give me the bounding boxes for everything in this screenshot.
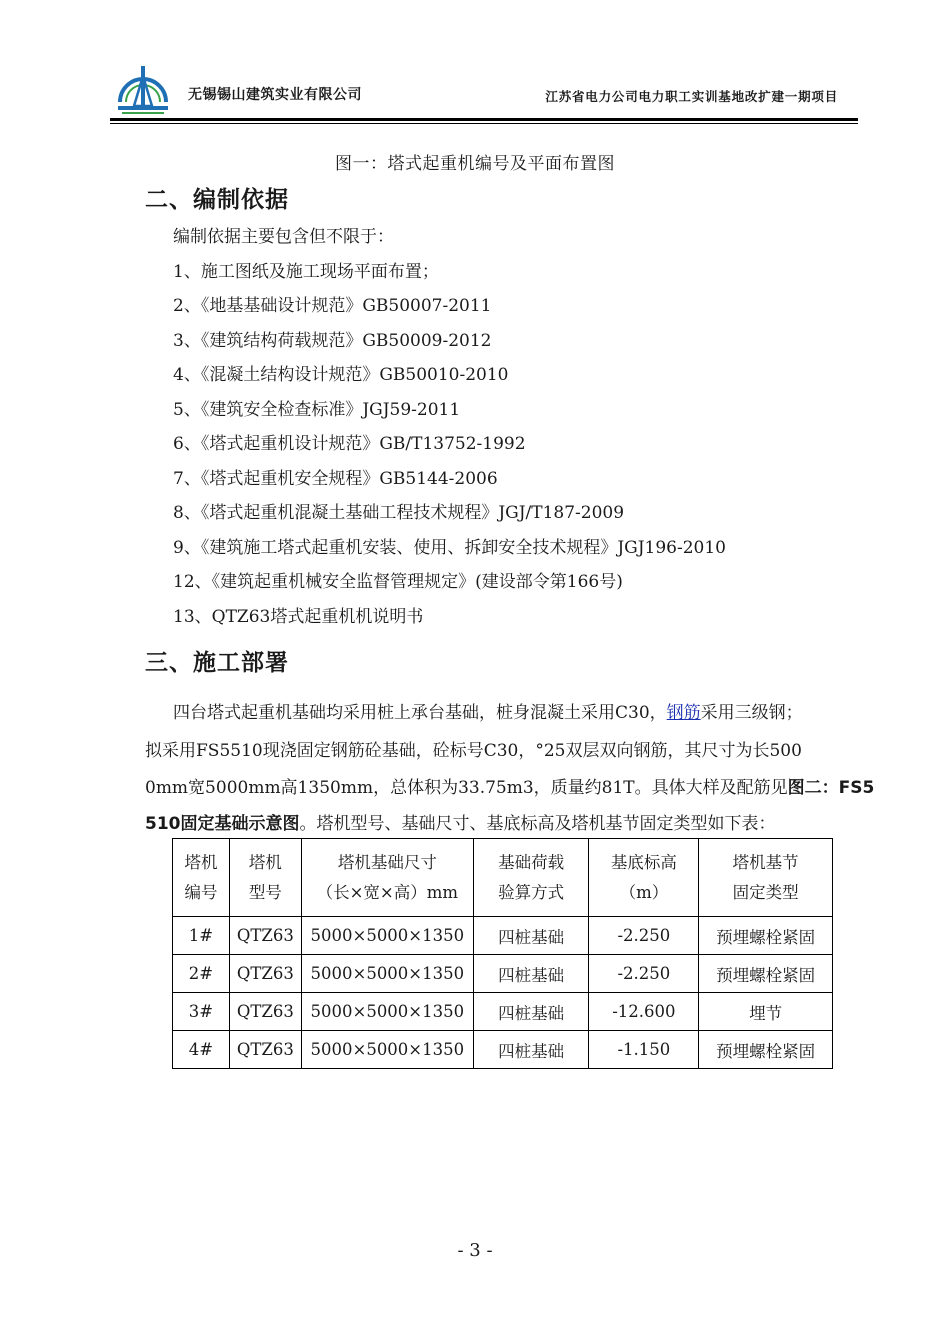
table-header-cell: 基础荷载 验算方式: [473, 839, 589, 917]
table-cell: 4#: [173, 1031, 230, 1069]
table-header-cell: 塔机 编号: [173, 839, 230, 917]
table-cell: 埋节: [699, 993, 833, 1031]
table-cell: 四桩基础: [473, 993, 589, 1031]
basis-item: 2、《地基基础设计规范》GB50007-2011: [173, 296, 492, 316]
basis-item: 8、《塔式起重机混凝土基础工程技术规程》JGJ/T187-2009: [173, 503, 625, 523]
paragraph-text: 四台塔式起重机基础均采用桩上承台基础，桩身混凝土采用C30，: [173, 703, 667, 723]
table-cell: 5000×5000×1350: [301, 917, 473, 955]
table-cell: 2#: [173, 955, 230, 993]
deployment-paragraph-line-4: [145, 809, 860, 834]
table-cell: 5000×5000×1350: [301, 993, 473, 1031]
table-cell: 四桩基础: [473, 917, 589, 955]
paragraph-text: 采用三级钢；: [700, 703, 803, 723]
table-cell: QTZ63: [229, 1031, 301, 1069]
table-cell: -2.250: [589, 917, 699, 955]
paragraph-text: 0mm宽5000mm高1350mm，总体积为33.75m3，质量约81T。具体大样及配筋见: [145, 778, 788, 798]
table-cell: QTZ63: [229, 955, 301, 993]
figure-reference: 图二：FS5: [787, 778, 875, 798]
basis-item: 5、《建筑安全检查标准》JGJ59-2011: [173, 400, 461, 420]
figure-caption: 图一：塔式起重机编号及平面布置图: [335, 154, 615, 174]
deployment-paragraph-line-2: 拟采用FS5510现浇固定钢筋砼基础，砼标号C30，°25双层双向钢筋，其尺寸为长500: [145, 741, 802, 761]
table-header-cell: 塔机 型号: [229, 839, 301, 917]
table-header-cell: 基底标高 （m）: [589, 839, 699, 917]
table-row: [173, 993, 833, 1031]
company-name: 无锡锡山建筑实业有限公司: [188, 87, 362, 103]
basis-item: 13、QTZ63塔式起重机机说明书: [173, 607, 424, 627]
section-2-heading: 二、编制依据: [145, 187, 289, 213]
basis-item: 4、《混凝土结构设计规范》GB50010-2010: [173, 365, 509, 385]
page-header: [110, 60, 858, 120]
basis-item: 6、《塔式起重机设计规范》GB/T13752-1992: [173, 434, 526, 454]
header-rule: [110, 118, 858, 121]
table-cell: 预埋螺栓紧固: [699, 1031, 833, 1069]
deployment-paragraph-line-3: [145, 773, 875, 798]
table-cell: -2.250: [589, 955, 699, 993]
table-cell: 5000×5000×1350: [301, 955, 473, 993]
table-header-cell: 塔机基节 固定类型: [699, 839, 833, 917]
table-cell: 3#: [173, 993, 230, 1031]
table-cell: 四桩基础: [473, 955, 589, 993]
section-3-heading: 三、施工部署: [145, 650, 289, 676]
section-2-intro: 编制依据主要包含但不限于：: [173, 227, 394, 247]
basis-item: 9、《建筑施工塔式起重机安装、使用、拆卸安全技术规程》JGJ196-2010: [173, 538, 726, 558]
table-cell: QTZ63: [229, 993, 301, 1031]
table-cell: -1.150: [589, 1031, 699, 1069]
basis-item: 7、《塔式起重机安全规程》GB5144-2006: [173, 469, 498, 489]
table-header-cell: 塔机基础尺寸 （长×宽×高）mm: [301, 839, 473, 917]
table-cell: 预埋螺栓紧固: [699, 917, 833, 955]
basis-item: 1、施工图纸及施工现场平面布置；: [173, 262, 439, 282]
table-cell: -12.600: [589, 993, 699, 1031]
table-row: [173, 955, 833, 993]
table-cell: 1#: [173, 917, 230, 955]
table-row: [173, 1031, 833, 1069]
figure-reference: 510固定基础示意图: [145, 814, 300, 834]
table-cell: 四桩基础: [473, 1031, 589, 1069]
header-rule-thin: [110, 123, 858, 124]
table-row: [173, 917, 833, 955]
page-number: - 3 -: [457, 1240, 493, 1261]
paragraph-text: 。塔机型号、基础尺寸、基底标高及塔机基节固定类型如下表：: [299, 814, 776, 834]
tower-crane-table: [172, 838, 833, 1069]
rebar-link[interactable]: 钢筋: [666, 703, 701, 723]
table-cell: 预埋螺栓紧固: [699, 955, 833, 993]
table-cell: QTZ63: [229, 917, 301, 955]
table-cell: 5000×5000×1350: [301, 1031, 473, 1069]
basis-item: 12、《建筑起重机械安全监督管理规定》(建设部令第166号): [173, 572, 623, 592]
basis-item: 3、《建筑结构荷载规范》GB50009-2012: [173, 331, 492, 351]
deployment-paragraph-line-1: [173, 698, 888, 723]
table-header-row: [173, 839, 833, 917]
company-logo-icon: [114, 62, 172, 118]
project-name: 江苏省电力公司电力职工实训基地改扩建一期项目: [545, 89, 838, 104]
